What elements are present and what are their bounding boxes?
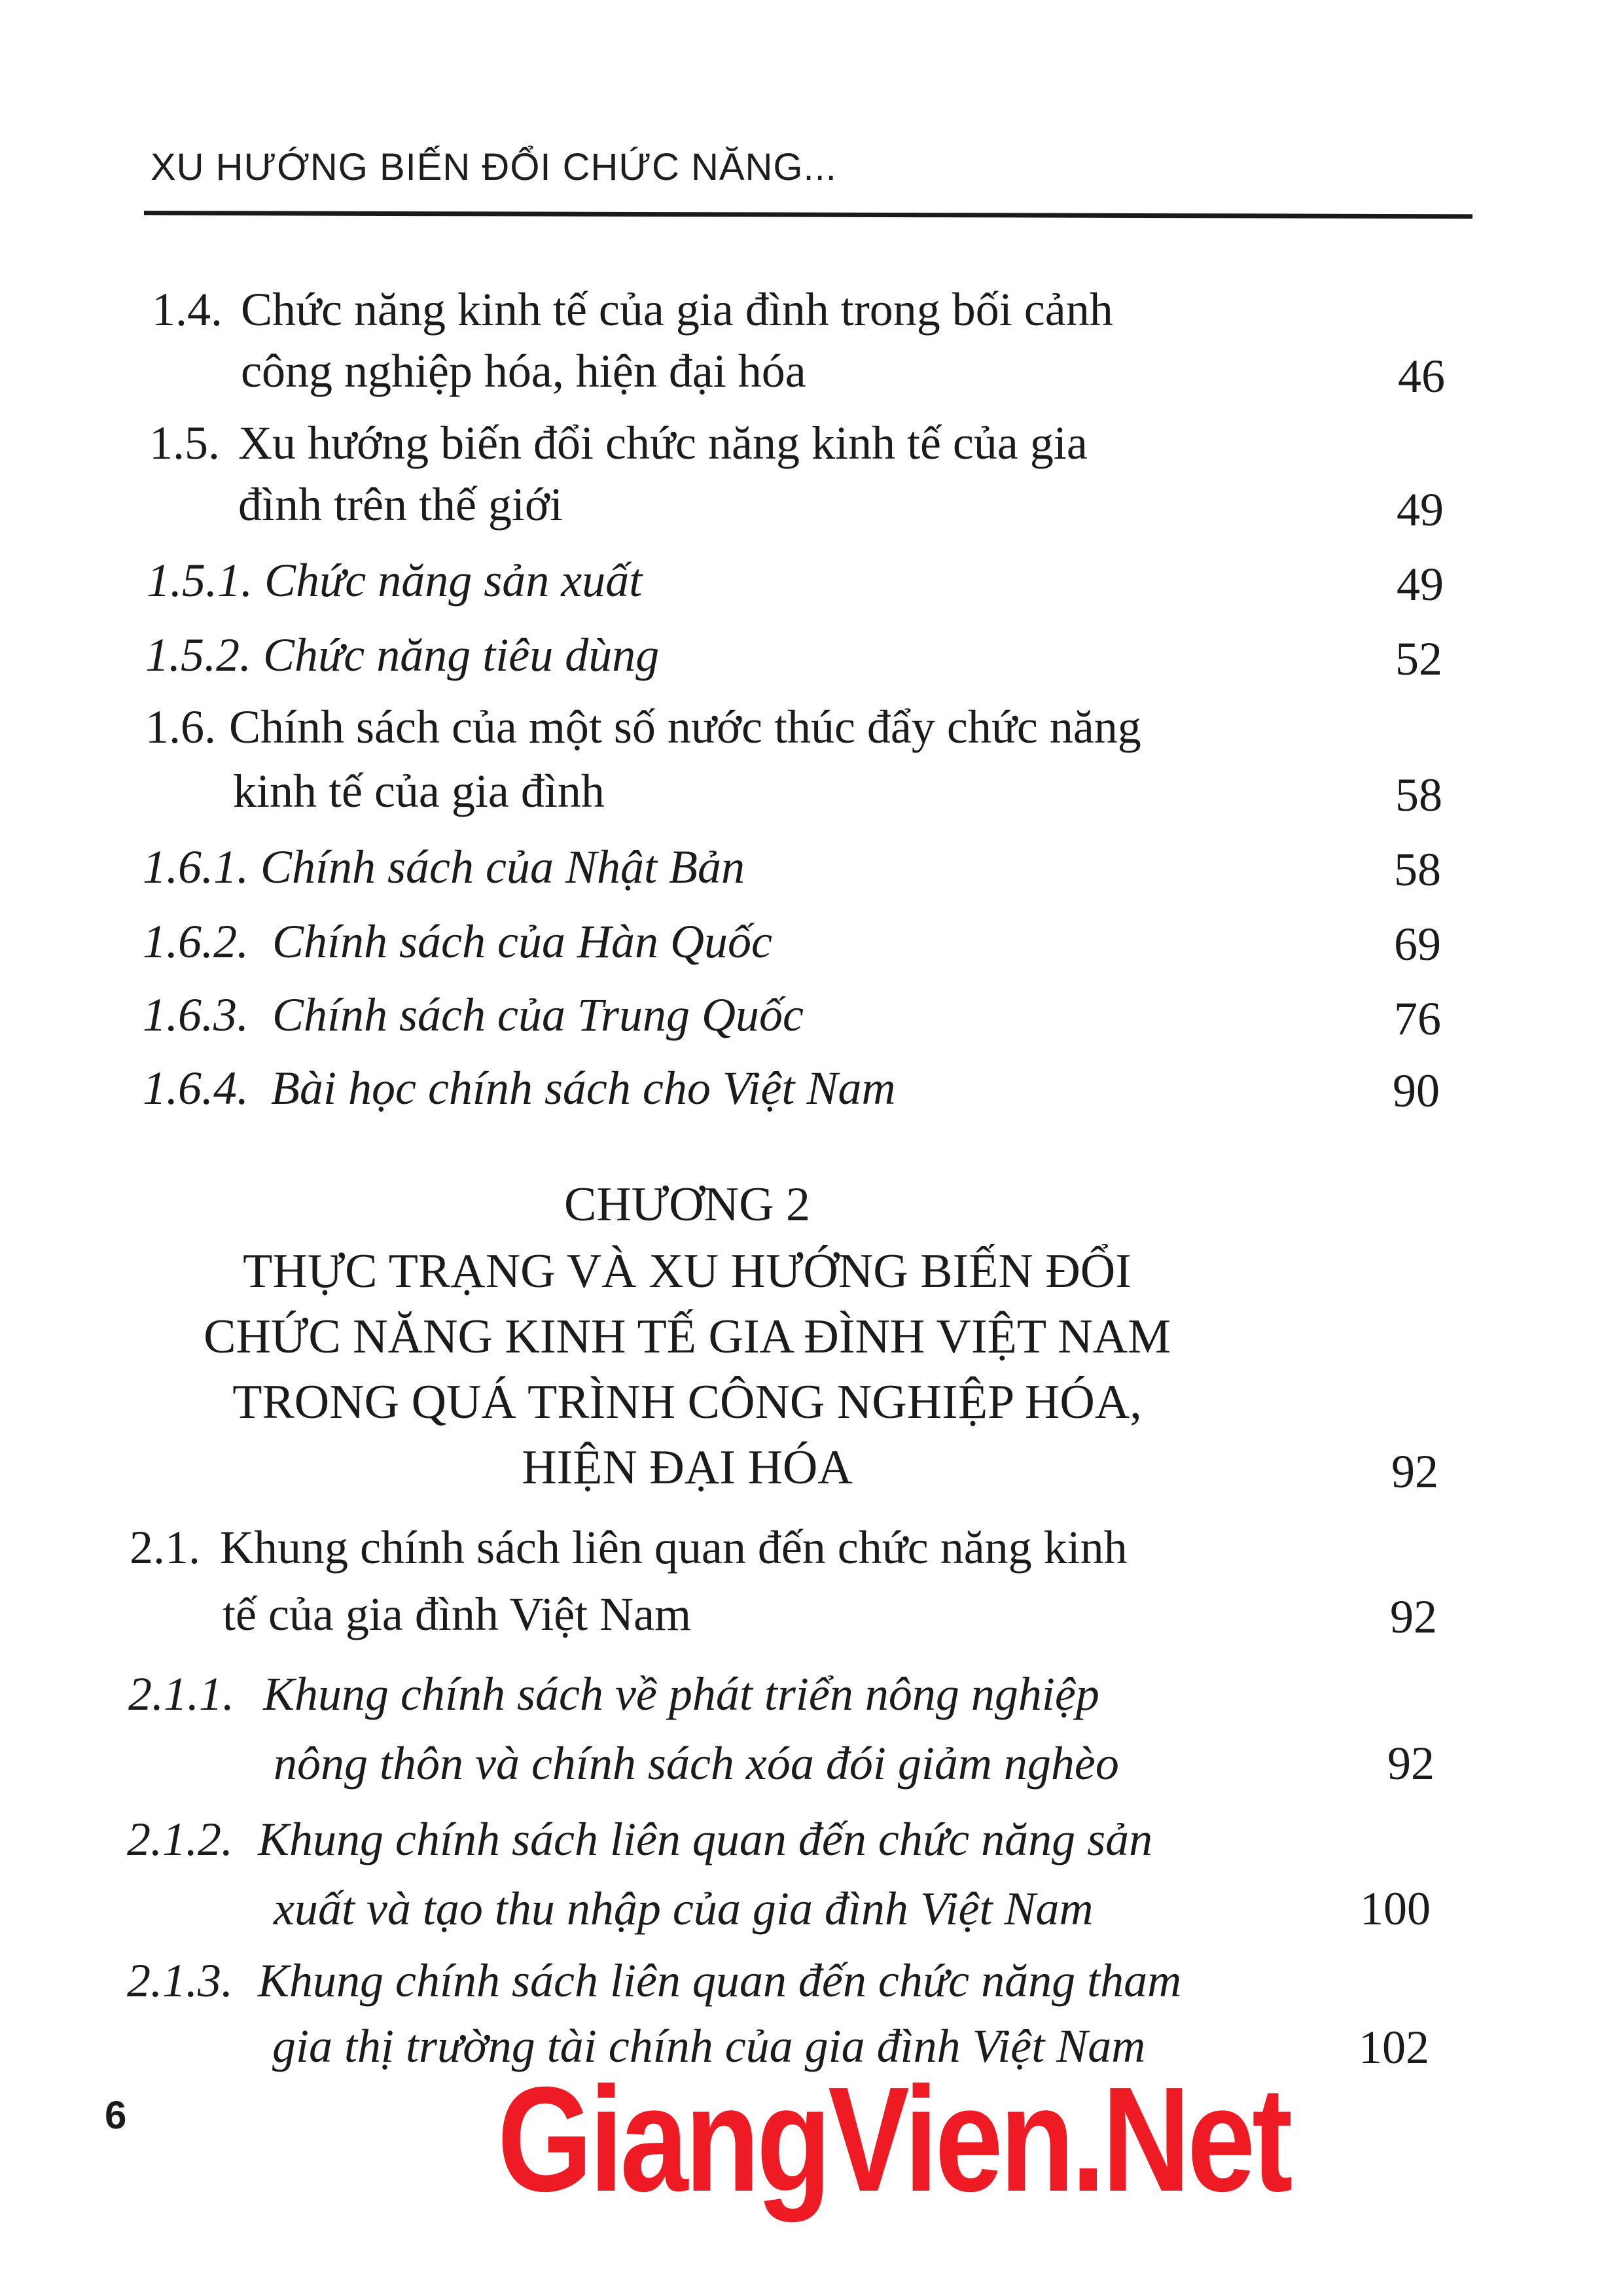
chapter-title-line-3: TRONG QUÁ TRÌNH CÔNG NGHIỆP HÓA, (232, 1375, 1142, 1429)
watermark-logo: GiangVien.Net (497, 2057, 1290, 2223)
toc-entry-title-line-1: Khung chính sách liên quan đến chức năng sản (258, 1813, 1153, 1865)
toc-entry-number: 2.1.1. (128, 1668, 234, 1720)
toc-entry-title-line-2: gia thị trường tài chính của gia đình Việt Nam (272, 2020, 1146, 2072)
chapter-title-line-2: CHỨC NĂNG KINH TẾ GIA ĐÌNH VIỆT NAM (204, 1310, 1171, 1364)
toc-entry-page: 102 (1359, 2021, 1429, 2074)
toc-entry-number: 1.6. (145, 701, 216, 753)
toc-entry-number: 1.6.2. (143, 915, 249, 968)
toc-entry-number: 1.5. (149, 417, 220, 469)
toc-entry-title-line-2: đình trên thế giới (238, 478, 563, 531)
toc-entry-title-line-1: Chức năng tiêu dùng (263, 629, 660, 681)
toc-entry-number: 1.5.2. (145, 629, 251, 681)
toc-entry-page: 46 (1398, 350, 1445, 402)
toc-entry-page: 92 (1390, 1591, 1437, 1643)
chapter-page: 92 (1391, 1445, 1438, 1498)
chapter-title-line-1: THỰC TRẠNG VÀ XU HƯỚNG BIẾN ĐỔI (243, 1245, 1132, 1298)
toc-entry-page: 49 (1397, 558, 1444, 610)
toc-entry-number: 1.6.4. (143, 1062, 249, 1114)
toc-entry-title-line-1: Bài học chính sách cho Việt Nam (271, 1062, 896, 1114)
toc-entry-page: 92 (1387, 1737, 1435, 1790)
toc-entry-title-line-1: Chính sách của Hàn Quốc (272, 915, 772, 968)
toc-entry-title-line-1: Khung chính sách về phát triển nông nghiệp (263, 1668, 1099, 1720)
toc-entry-page: 90 (1393, 1065, 1440, 1117)
toc-entry-page: 69 (1394, 918, 1441, 970)
toc-entry-page: 76 (1394, 993, 1441, 1045)
toc-entry-title-line-2: kinh tế của gia đình (233, 765, 605, 817)
toc-entry-title-line-1: Chức năng sản xuất (264, 554, 643, 607)
toc-entry-number: 1.5.1. (147, 554, 253, 607)
toc-entry-number: 1.4. (152, 283, 223, 336)
running-header: XU HƯỚNG BIẾN ĐỔI CHỨC NĂNG... (151, 146, 837, 188)
toc-entry-title-line-2: xuất và tạo thu nhập của gia đình Việt Nam (274, 1882, 1094, 1935)
toc-entry-title-line-1: Chính sách của Nhật Bản (260, 841, 745, 893)
toc-entry-number: 1.6.3. (143, 989, 249, 1041)
page-number: 6 (105, 2093, 127, 2137)
toc-entry-page: 52 (1395, 633, 1442, 685)
toc-entry-number: 2.1.2. (127, 1813, 233, 1865)
toc-entry-title-line-2: công nghiệp hóa, hiện đại hóa (241, 345, 806, 397)
toc-entry-page: 58 (1394, 843, 1441, 896)
toc-entry-number: 2.1.3. (127, 1954, 233, 2007)
toc-entry-title-line-1: Khung chính sách liên quan đến chức năng tham (258, 1954, 1182, 2007)
toc-entry-title-line-1: Chức năng kinh tế của gia đình trong bối cảnh (241, 283, 1113, 336)
chapter-title-line-4: HIỆN ĐẠI HÓA (522, 1441, 853, 1494)
toc-entry-title-line-2: tế của gia đình Việt Nam (223, 1588, 692, 1640)
toc-entry-number: 1.6.1. (143, 841, 249, 893)
header-rule (144, 211, 1472, 219)
toc-entry-page: 100 (1360, 1882, 1431, 1935)
toc-entry-page: 58 (1395, 769, 1442, 821)
toc-entry-number: 2.1. (130, 1521, 200, 1574)
toc-entry-title-line-1: Chính sách của một số nước thúc đẩy chức năng (229, 701, 1141, 753)
toc-entry-page: 49 (1397, 484, 1444, 536)
toc-entry-title-line-1: Xu hướng biến đổi chức năng kinh tế của gia (238, 417, 1088, 469)
toc-entry-title-line-1: Khung chính sách liên quan đến chức năng kinh (220, 1521, 1128, 1574)
chapter-label: CHƯƠNG 2 (563, 1178, 811, 1231)
toc-entry-title-line-2: nông thôn và chính sách xóa đói giảm nghèo (274, 1737, 1119, 1790)
toc-entry-title-line-1: Chính sách của Trung Quốc (272, 989, 804, 1041)
